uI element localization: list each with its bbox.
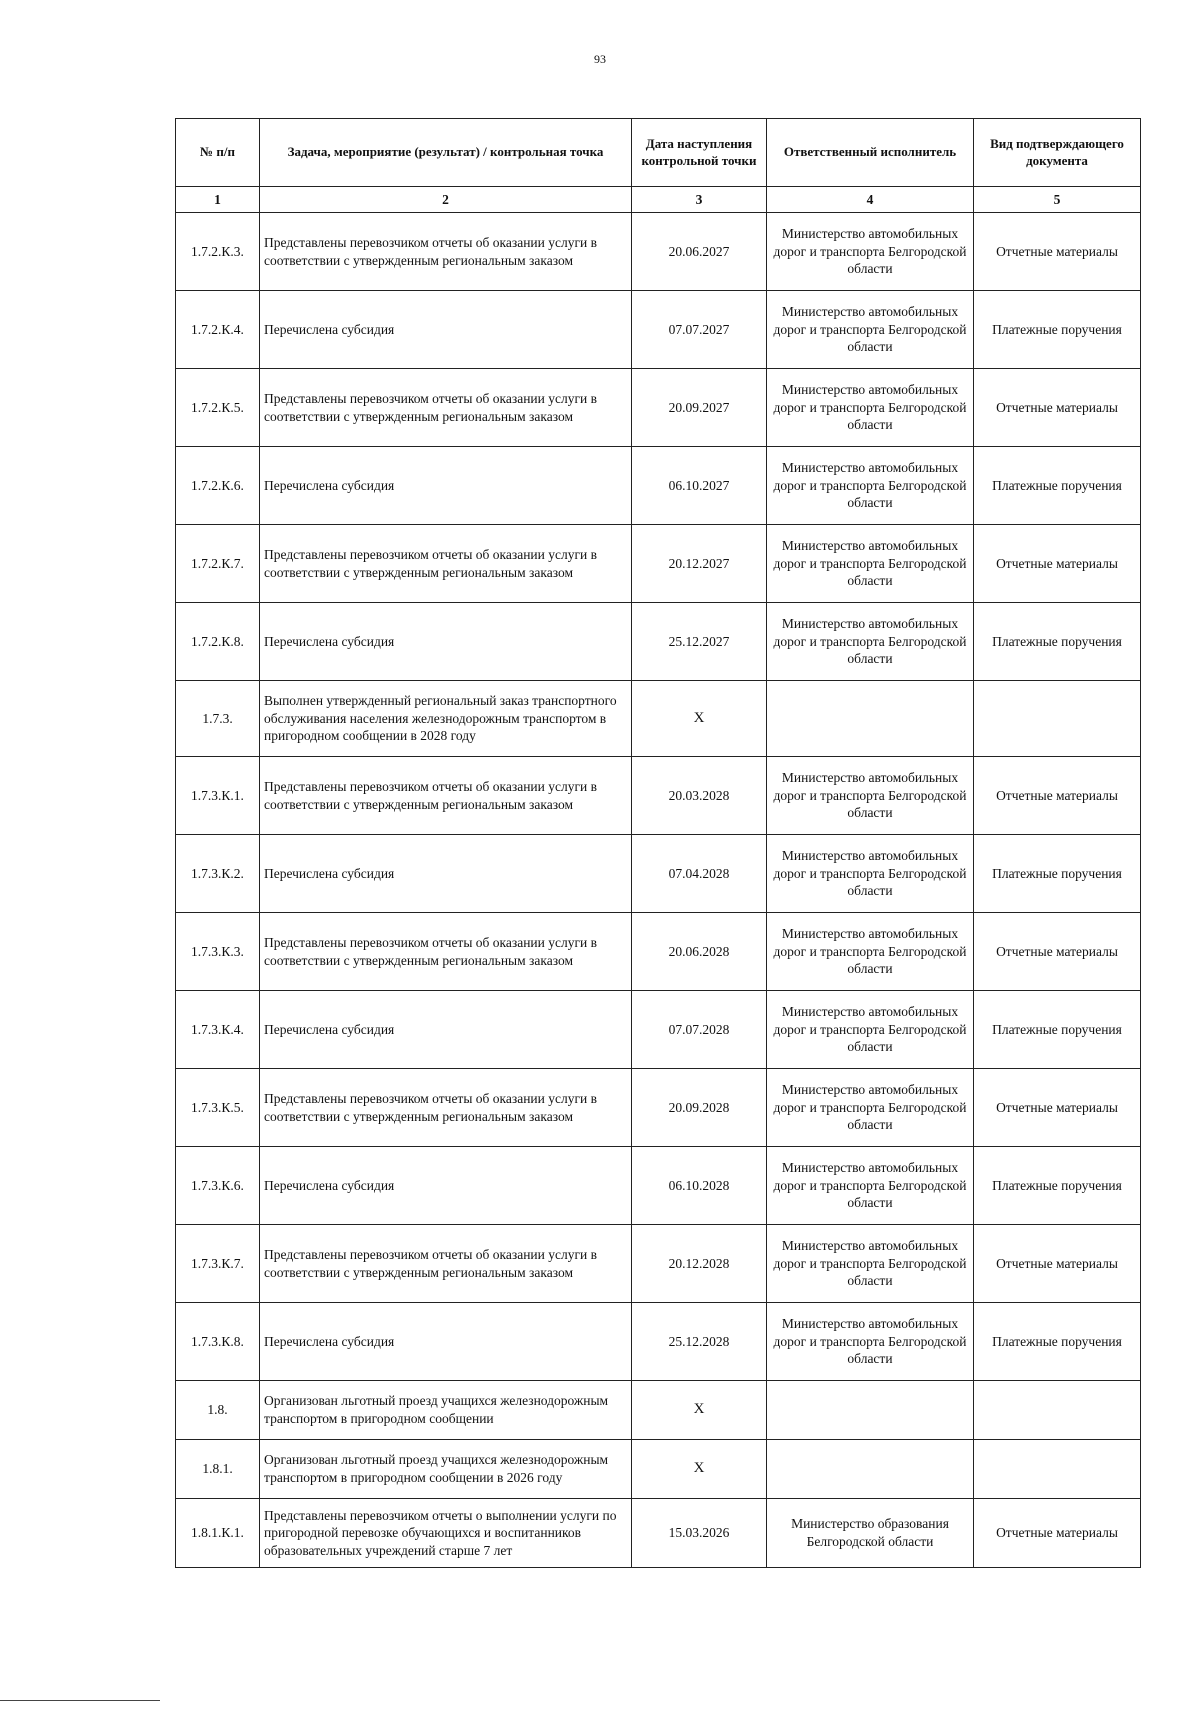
row-executor: Министерство автомобильных дорог и транспорта Белгородской области (767, 913, 974, 991)
row-task: Организован льготный проезд учащихся железнодорожным транспортом в пригородном сообщении (260, 1381, 632, 1440)
column-number: 3 (632, 187, 767, 213)
column-number: 5 (974, 187, 1141, 213)
row-date: 20.12.2027 (632, 525, 767, 603)
table-row (176, 525, 1141, 603)
row-task: Представлены перевозчиком отчеты об оказании услуги в соответствии с утвержденным региональным заказом (260, 213, 632, 291)
header-executor: Ответственный исполнитель (767, 119, 974, 187)
header-document: Вид подтверждающего документа (974, 119, 1141, 187)
row-date: 25.12.2027 (632, 603, 767, 681)
row-number: 1.7.2.К.7. (176, 525, 260, 603)
table-row (176, 1303, 1141, 1381)
row-task: Представлены перевозчиком отчеты об оказании услуги в соответствии с утвержденным региональным заказом (260, 1069, 632, 1147)
column-number: 2 (260, 187, 632, 213)
row-date: 15.03.2026 (632, 1499, 767, 1568)
row-number: 1.8. (176, 1381, 260, 1440)
row-executor: Министерство автомобильных дорог и транспорта Белгородской области (767, 213, 974, 291)
row-number: 1.7.3.К.4. (176, 991, 260, 1069)
row-document: Платежные поручения (974, 991, 1141, 1069)
table-row (176, 291, 1141, 369)
row-executor: Министерство автомобильных дорог и транспорта Белгородской области (767, 757, 974, 835)
row-document: Отчетные материалы (974, 213, 1141, 291)
table-row (176, 1225, 1141, 1303)
column-number: 4 (767, 187, 974, 213)
row-executor (767, 1381, 974, 1440)
row-executor: Министерство автомобильных дорог и транспорта Белгородской области (767, 291, 974, 369)
row-task: Перечислена субсидия (260, 835, 632, 913)
scan-artifact-line (0, 1700, 160, 1701)
row-date: 25.12.2028 (632, 1303, 767, 1381)
row-executor: Министерство автомобильных дорог и транспорта Белгородской области (767, 369, 974, 447)
row-date: 07.04.2028 (632, 835, 767, 913)
row-date: 07.07.2028 (632, 991, 767, 1069)
row-task: Представлены перевозчиком отчеты о выполнении услуги по пригородной перевозке обучающихся и воспитанников образовательных учреждений старше 7 лет (260, 1499, 632, 1568)
table-row (176, 991, 1141, 1069)
row-date: 20.09.2027 (632, 369, 767, 447)
header-number: № п/п (176, 119, 260, 187)
row-date: 20.06.2028 (632, 913, 767, 991)
row-task: Представлены перевозчиком отчеты об оказании услуги в соответствии с утвержденным региональным заказом (260, 757, 632, 835)
row-document (974, 1381, 1141, 1440)
row-document: Платежные поручения (974, 835, 1141, 913)
row-document (974, 681, 1141, 757)
row-number: 1.7.2.К.4. (176, 291, 260, 369)
row-task: Перечислена субсидия (260, 603, 632, 681)
row-task: Перечислена субсидия (260, 1303, 632, 1381)
header-task: Задача, мероприятие (результат) / контрольная точка (260, 119, 632, 187)
row-document: Платежные поручения (974, 1147, 1141, 1225)
row-document: Отчетные материалы (974, 1069, 1141, 1147)
row-executor: Министерство образования Белгородской области (767, 1499, 974, 1568)
row-document: Платежные поручения (974, 1303, 1141, 1381)
row-executor (767, 681, 974, 757)
row-number: 1.7.2.К.6. (176, 447, 260, 525)
row-number: 1.7.3. (176, 681, 260, 757)
row-task: Организован льготный проезд учащихся железнодорожным транспортом в пригородном сообщении в 2026 году (260, 1440, 632, 1499)
row-executor: Министерство автомобильных дорог и транспорта Белгородской области (767, 603, 974, 681)
row-document: Платежные поручения (974, 447, 1141, 525)
page-number: 93 (594, 52, 606, 66)
row-task: Выполнен утвержденный региональный заказ транспортного обслуживания населения железнодорожным транспортом в пригородном сообщении в 2028 году (260, 681, 632, 757)
row-task: Представлены перевозчиком отчеты об оказании услуги в соответствии с утвержденным региональным заказом (260, 1225, 632, 1303)
table-row (176, 369, 1141, 447)
row-date: 20.12.2028 (632, 1225, 767, 1303)
table-row (176, 1381, 1141, 1440)
row-document: Отчетные материалы (974, 525, 1141, 603)
row-date: 20.03.2028 (632, 757, 767, 835)
row-document: Отчетные материалы (974, 757, 1141, 835)
table-row (176, 1440, 1141, 1499)
table-row (176, 1147, 1141, 1225)
row-document: Платежные поручения (974, 291, 1141, 369)
row-date: 06.10.2028 (632, 1147, 767, 1225)
row-executor: Министерство автомобильных дорог и транспорта Белгородской области (767, 525, 974, 603)
row-task: Представлены перевозчиком отчеты об оказании услуги в соответствии с утвержденным региональным заказом (260, 913, 632, 991)
row-number: 1.8.1. (176, 1440, 260, 1499)
table-row (176, 681, 1141, 757)
row-executor: Министерство автомобильных дорог и транспорта Белгородской области (767, 1225, 974, 1303)
row-number: 1.7.3.К.3. (176, 913, 260, 991)
row-number: 1.7.3.К.7. (176, 1225, 260, 1303)
row-document: Отчетные материалы (974, 1225, 1141, 1303)
row-date: 20.06.2027 (632, 213, 767, 291)
table-row (176, 1069, 1141, 1147)
row-number: 1.7.3.К.1. (176, 757, 260, 835)
row-date: Х (632, 681, 767, 757)
row-task: Перечислена субсидия (260, 991, 632, 1069)
row-number: 1.7.3.К.8. (176, 1303, 260, 1381)
row-date: Х (632, 1381, 767, 1440)
row-date: 20.09.2028 (632, 1069, 767, 1147)
row-date: 06.10.2027 (632, 447, 767, 525)
header-date: Дата наступления контрольной точки (632, 119, 767, 187)
table-row (176, 757, 1141, 835)
row-executor: Министерство автомобильных дорог и транспорта Белгородской области (767, 991, 974, 1069)
row-document: Отчетные материалы (974, 369, 1141, 447)
row-number: 1.7.2.К.8. (176, 603, 260, 681)
row-document (974, 1440, 1141, 1499)
column-number: 1 (176, 187, 260, 213)
column-number-row (176, 187, 1141, 213)
row-date: Х (632, 1440, 767, 1499)
table-row (176, 213, 1141, 291)
row-executor (767, 1440, 974, 1499)
row-executor: Министерство автомобильных дорог и транспорта Белгородской области (767, 1303, 974, 1381)
table-row (176, 1499, 1141, 1568)
row-number: 1.7.3.К.2. (176, 835, 260, 913)
table-row (176, 603, 1141, 681)
row-date: 07.07.2027 (632, 291, 767, 369)
row-task: Представлены перевозчиком отчеты об оказании услуги в соответствии с утвержденным региональным заказом (260, 525, 632, 603)
row-number: 1.7.2.К.3. (176, 213, 260, 291)
table-row (176, 913, 1141, 991)
row-document: Отчетные материалы (974, 1499, 1141, 1568)
table-header-row (176, 119, 1141, 187)
control-points-table (175, 118, 1141, 1568)
row-task: Перечислена субсидия (260, 291, 632, 369)
row-number: 1.7.2.К.5. (176, 369, 260, 447)
row-executor: Министерство автомобильных дорог и транспорта Белгородской области (767, 835, 974, 913)
row-task: Перечислена субсидия (260, 447, 632, 525)
row-document: Отчетные материалы (974, 913, 1141, 991)
row-task: Перечислена субсидия (260, 1147, 632, 1225)
table-row (176, 447, 1141, 525)
row-document: Платежные поручения (974, 603, 1141, 681)
row-executor: Министерство автомобильных дорог и транспорта Белгородской области (767, 447, 974, 525)
table-row (176, 835, 1141, 913)
row-executor: Министерство автомобильных дорог и транспорта Белгородской области (767, 1147, 974, 1225)
row-number: 1.7.3.К.5. (176, 1069, 260, 1147)
row-task: Представлены перевозчиком отчеты об оказании услуги в соответствии с утвержденным региональным заказом (260, 369, 632, 447)
row-number: 1.8.1.К.1. (176, 1499, 260, 1568)
row-number: 1.7.3.К.6. (176, 1147, 260, 1225)
row-executor: Министерство автомобильных дорог и транспорта Белгородской области (767, 1069, 974, 1147)
